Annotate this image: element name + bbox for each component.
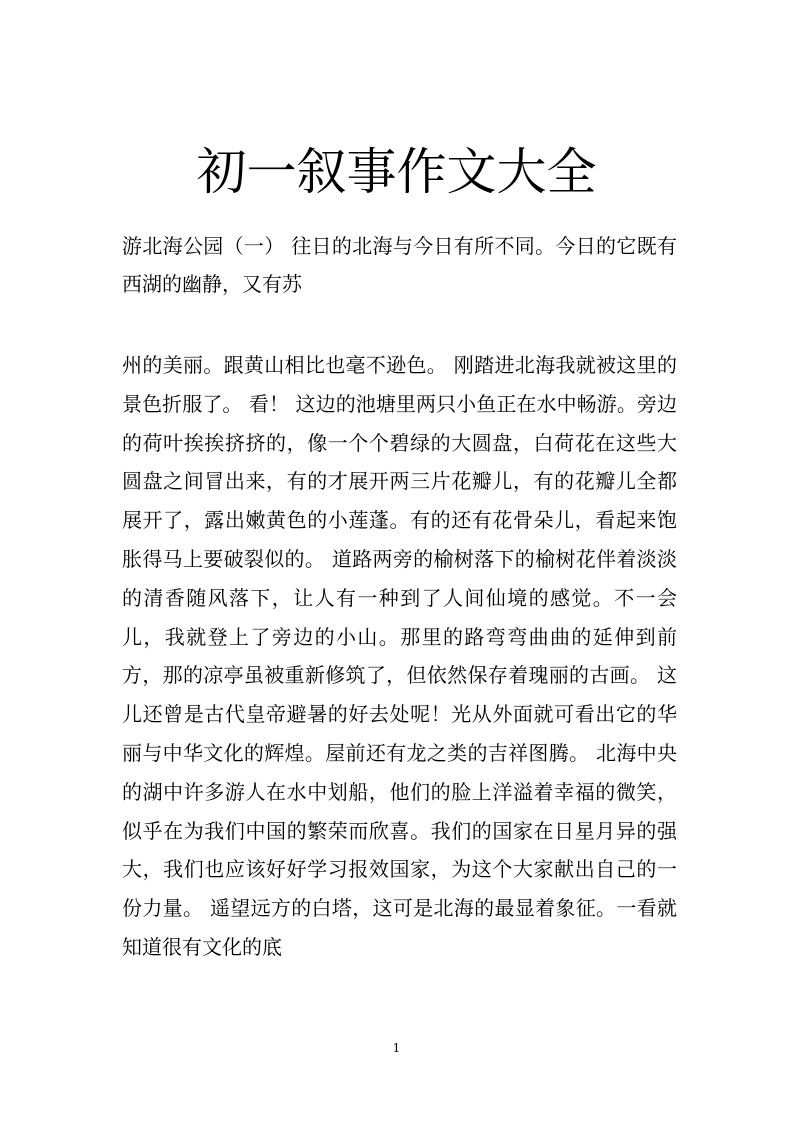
document-title: 初一叙事作文大全 <box>196 143 597 201</box>
paragraph-body: 州的美丽。跟黄山相比也毫不逊色。 刚踏进北海我就被这里的景色折服了。 看！ 这边的池塘里两只小鱼正在水中畅游。旁边的荷叶挨挨挤挤的，像一个个碧绿的大圆盘，白荷花在这些大圆盘之间冒出来，有的才展开两三片花瓣儿，有的花瓣儿全都展开了，露出嫩黄色的小莲蓬。有的还有花骨朵儿，看起来饱胀得马上要破裂似的。 道路两旁的榆树落下的榆树花伴着淡淡的清香随风落下，让人有一种到了人间仙境的感觉。不一会儿，我就登上了旁边的小山。那里的路弯弯曲曲的延伸到前方，那的凉亭虽被重新修筑了，但依然保存着瑰丽的古画。 这儿还曾是古代皇帝避暑的好去处呢！光从外面就可看出它的华丽与中华文化的辉煌。屋前还有龙之类的吉祥图腾。 北海中央的湖中许多游人在水中划船，他们的脸上洋溢着幸福的微笑，似乎在为我们中国的繁荣而欣喜。我们的国家在日星月异的强大，我们也应该好好学习报效国家，为这个大家献出自己的一份力量。 遥望远方的白塔，这可是北海的最显着象征。一看就知道很有文化的底 <box>122 353 677 959</box>
page-number: 1 <box>392 1041 401 1055</box>
paragraph-intro: 游北海公园（一） 往日的北海与今日有所不同。今日的它既有西湖的幽静，又有苏 <box>122 234 677 296</box>
